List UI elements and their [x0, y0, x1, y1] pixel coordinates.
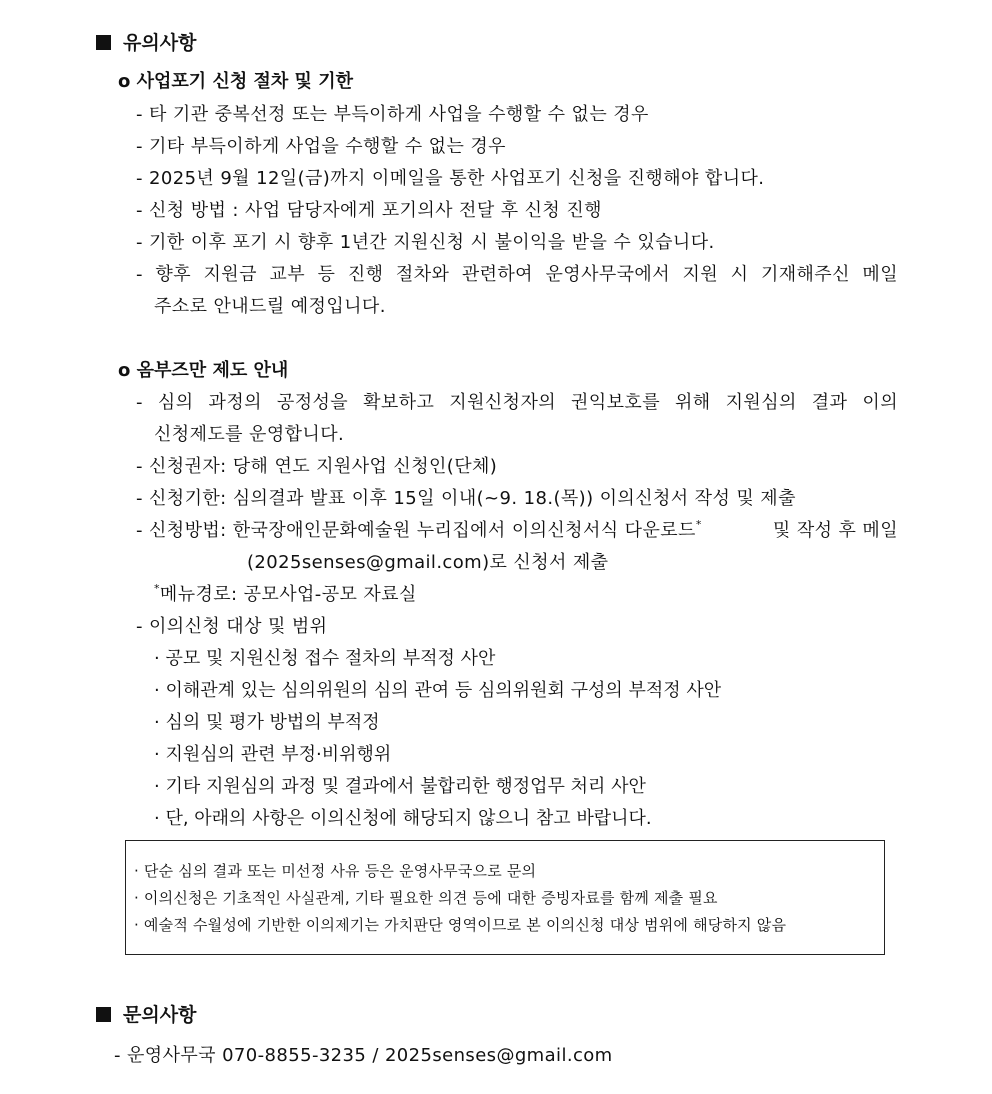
caution-section-title: 유의사항 [96, 28, 196, 55]
scope-item: · 이해관계 있는 심의위원의 심의 관여 등 심의위원회 구성의 부적정 사안 [154, 680, 722, 701]
ombuds-item-4-tail: 및 작성 후 메일 [772, 520, 898, 541]
menu-path-note [154, 580, 417, 606]
scope-item: · 심의 및 평가 방법의 부적정 [154, 712, 380, 733]
ombuds-item-4 [136, 516, 898, 542]
contact-line: - 운영사무국 070-8855-3235 / 2025senses@gmail.com [114, 1045, 613, 1066]
square-bullet-icon [96, 1007, 111, 1022]
exclusion-note: · 이의신청은 기초적인 사실관계, 기타 필요한 의견 등에 대한 증빙자료를 함께 제출 필요 [134, 889, 718, 907]
scope-item: · 공모 및 지원신청 접수 절차의 부적정 사안 [154, 648, 496, 669]
withdraw-item-2: - 기타 부득이하게 사업을 수행할 수 없는 경우 [136, 136, 506, 157]
exclusion-note-box [125, 840, 885, 955]
withdraw-item-6-cont: 주소로 안내드릴 예정입니다. [154, 296, 386, 317]
ombuds-item-1: - 심의 과정의 공정성을 확보하고 지원신청자의 권익보호를 위해 지원심의 결과 이의 [136, 392, 898, 413]
ombuds-item-1-cont: 신청제도를 운영합니다. [154, 424, 345, 445]
withdraw-item-3: - 2025년 9월 12일(금)까지 이메일을 통한 사업포기 신청을 진행해야 합니다. [136, 168, 765, 189]
ombuds-item-4-cont: (2025senses@gmail.com)로 신청서 제출 [247, 552, 609, 573]
scope-item: · 지원심의 관련 부정·비위행위 [154, 744, 392, 765]
exclusion-note: · 예술적 수월성에 기반한 이의제기는 가치판단 영역이므로 본 이의신청 대상 범위에 해당하지 않음 [134, 916, 787, 934]
ombuds-item-2: - 신청권자: 당해 연도 지원사업 신청인(단체) [136, 456, 498, 477]
withdraw-item-4: - 신청 방법 : 사업 담당자에게 포기의사 전달 후 신청 진행 [136, 200, 602, 221]
ombuds-item-4-text: - 신청방법: 한국장애인문화예술원 누리집에서 이의신청서식 다운로드 [136, 520, 696, 541]
asterisk-mark: * [695, 518, 702, 531]
scope-item: · 기타 지원심의 과정 및 결과에서 불합리한 행정업무 처리 사안 [154, 776, 646, 797]
ombuds-item-3: - 신청기한: 심의결과 발표 이후 15일 이내(~9. 18.(목)) 이의신청서 작성 및 제출 [136, 488, 796, 509]
withdraw-item-5: - 기한 이후 포기 시 향후 1년간 지원신청 시 불이익을 받을 수 있습니다. [136, 232, 715, 253]
ombuds-heading: o 옴부즈만 제도 안내 [118, 360, 289, 381]
exclusion-note: · 단순 심의 결과 또는 미선정 사유 등은 운영사무국으로 문의 [134, 862, 537, 880]
scope-item: · 단, 아래의 사항은 이의신청에 해당되지 않으니 참고 바랍니다. [154, 808, 652, 829]
withdraw-heading: o 사업포기 신청 절차 및 기한 [118, 71, 353, 92]
ombuds-item-5: - 이의신청 대상 및 범위 [136, 616, 328, 637]
contact-section-title: 문의사항 [96, 1000, 196, 1027]
asterisk-mark: * [154, 582, 160, 595]
menu-path-text: 메뉴경로: 공모사업-공모 자료실 [159, 584, 417, 605]
withdraw-item-6: - 향후 지원금 교부 등 진행 절차와 관련하여 운영사무국에서 지원 시 기재해주신 메일 [136, 264, 898, 285]
withdraw-item-1: - 타 기관 중복선정 또는 부득이하게 사업을 수행할 수 없는 경우 [136, 104, 649, 125]
square-bullet-icon [96, 35, 111, 50]
